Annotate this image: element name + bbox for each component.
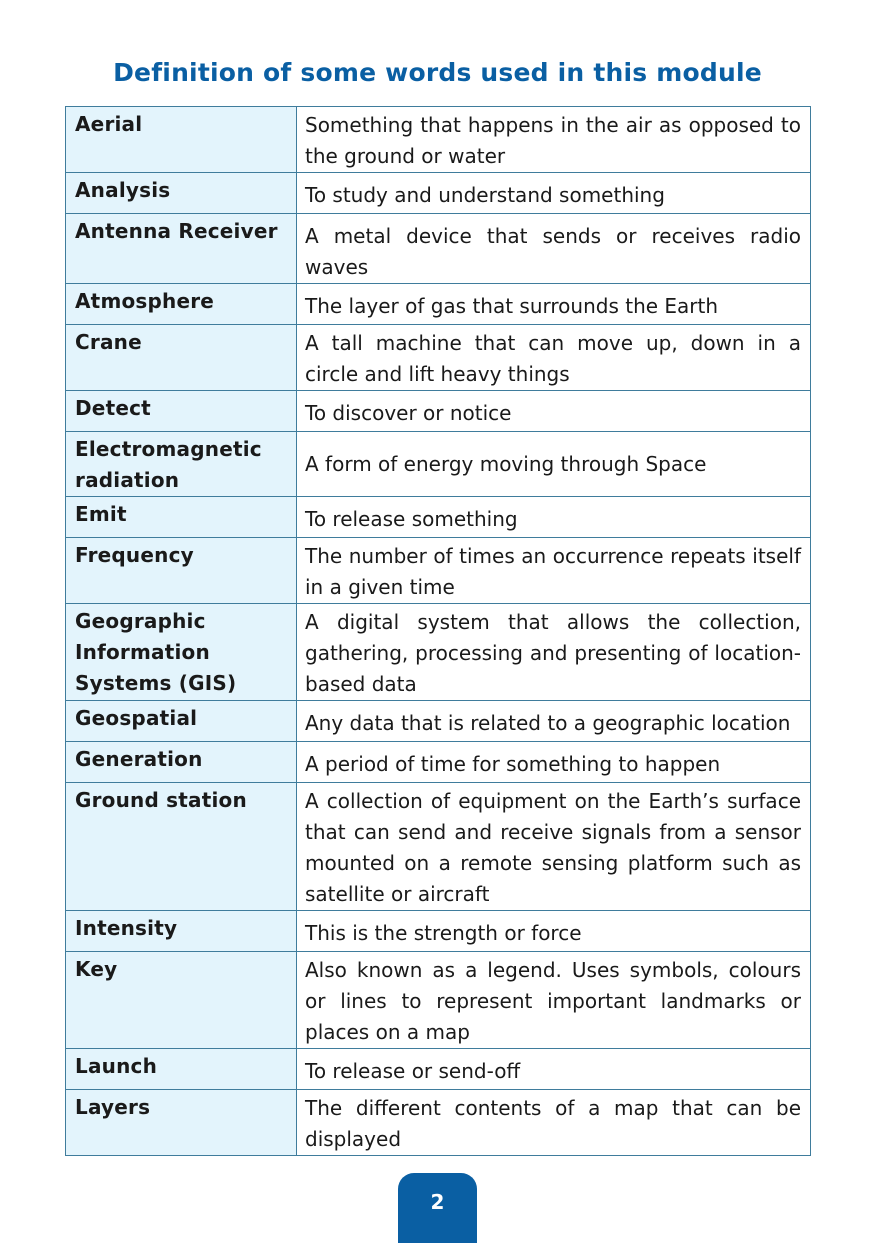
definition-cell: To release something	[297, 497, 811, 538]
definition-cell: A metal device that sends or receives radio waves	[297, 214, 811, 284]
table-row	[66, 783, 811, 911]
definition-cell: Also known as a legend. Uses symbols, colours or lines to represent important landmarks or places on a map	[297, 952, 811, 1049]
table-row	[66, 497, 811, 538]
term-cell: Crane	[66, 325, 297, 391]
term-cell: Key	[66, 952, 297, 1049]
table-row	[66, 952, 811, 1049]
term-cell: Frequency	[66, 538, 297, 604]
table-row	[66, 214, 811, 284]
definition-cell: The number of times an occurrence repeats itself in a given time	[297, 538, 811, 604]
table-row	[66, 701, 811, 742]
definition-cell: To discover or notice	[297, 391, 811, 432]
definition-cell: A form of energy moving through Space	[297, 432, 811, 497]
page-number-tab	[398, 1173, 477, 1243]
term-cell: Layers	[66, 1090, 297, 1156]
table-row	[66, 742, 811, 783]
definition-cell: A tall machine that can move up, down in a circle and lift heavy things	[297, 325, 811, 391]
table-row	[66, 538, 811, 604]
definition-cell: This is the strength or force	[297, 911, 811, 952]
term-cell: Generation	[66, 742, 297, 783]
term-cell: Geographic Information Systems (GIS)	[66, 604, 297, 701]
definition-cell: To release or send-off	[297, 1049, 811, 1090]
term-cell: Detect	[66, 391, 297, 432]
term-cell: Atmosphere	[66, 284, 297, 325]
table-row	[66, 325, 811, 391]
page-title: Definition of some words used in this module	[113, 58, 762, 87]
table-row	[66, 284, 811, 325]
definition-cell: A collection of equipment on the Earth’s surface that can send and receive signals from a sensor mounted on a remote sensing platform such as satellite or aircraft	[297, 783, 811, 911]
table-row	[66, 173, 811, 214]
term-cell: Intensity	[66, 911, 297, 952]
table-row	[66, 604, 811, 701]
page-number: 2	[430, 1190, 445, 1214]
table-row	[66, 107, 811, 173]
definition-cell: To study and understand something	[297, 173, 811, 214]
definition-cell: Any data that is related to a geographic location	[297, 701, 811, 742]
term-cell: Analysis	[66, 173, 297, 214]
definition-cell: A period of time for something to happen	[297, 742, 811, 783]
glossary-table	[65, 106, 811, 1156]
definition-cell: A digital system that allows the collection, gathering, processing and presenting of location-based data	[297, 604, 811, 701]
table-row	[66, 911, 811, 952]
table-row	[66, 391, 811, 432]
term-cell: Electromagnetic radiation	[66, 432, 297, 497]
table-row	[66, 432, 811, 497]
term-cell: Antenna Receiver	[66, 214, 297, 284]
term-cell: Launch	[66, 1049, 297, 1090]
definition-cell: The different contents of a map that can be displayed	[297, 1090, 811, 1156]
term-cell: Ground station	[66, 783, 297, 911]
term-cell: Geospatial	[66, 701, 297, 742]
table-row	[66, 1090, 811, 1156]
term-cell: Aerial	[66, 107, 297, 173]
term-cell: Emit	[66, 497, 297, 538]
table-row	[66, 1049, 811, 1090]
definition-cell: The layer of gas that surrounds the Earth	[297, 284, 811, 325]
definition-cell: Something that happens in the air as opposed to the ground or water	[297, 107, 811, 173]
